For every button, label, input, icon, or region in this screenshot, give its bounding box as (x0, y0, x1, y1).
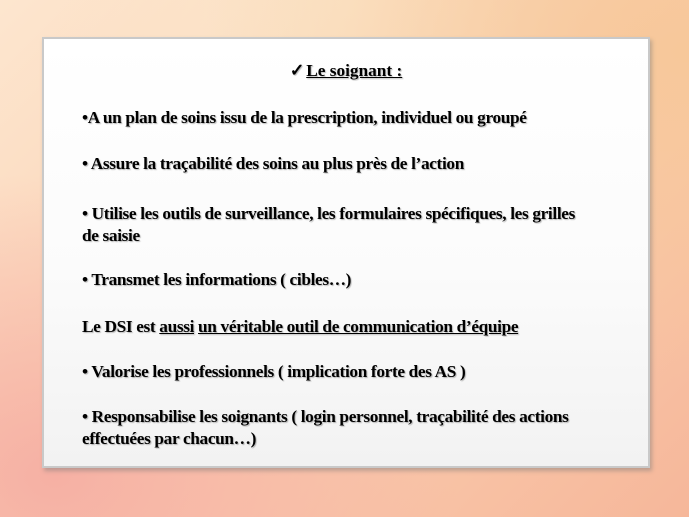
dsi-statement (82, 316, 636, 338)
dsi-statement-aussi: aussi (159, 317, 195, 336)
bullet-outils-surveillance: • Utilise les outils de surveillance, les formulaires spécifiques, les grilles (82, 204, 575, 223)
bullet-transmet-informations: • Transmet les informations ( cibles…) (82, 270, 352, 289)
bullet-tracabilite: • Assure la traçabilité des soins au plus près de l’action (82, 154, 464, 173)
bullet-responsabilise-cont: effectuées par chacun…) (82, 429, 257, 448)
bullet-outils-surveillance-cont: de saisie (82, 226, 140, 245)
checkmark-icon: ✓ (289, 61, 305, 80)
slide-card (42, 37, 650, 468)
bullet-responsabilise: • Responsabilise les soignants ( login personnel, traçabilité des actions (82, 407, 569, 426)
dsi-statement-outil: un véritable outil de communication d’équipe (198, 317, 519, 336)
bullet-plan-de-soins: •A un plan de soins issu de la prescription, individuel ou groupé (82, 108, 527, 127)
title-text: Le soignant : (306, 61, 403, 80)
bullet-valorise: • Valorise les professionnels ( implication forte des AS ) (82, 362, 466, 381)
slide-title (44, 61, 648, 81)
dsi-statement-part1: Le DSI est (82, 317, 160, 336)
